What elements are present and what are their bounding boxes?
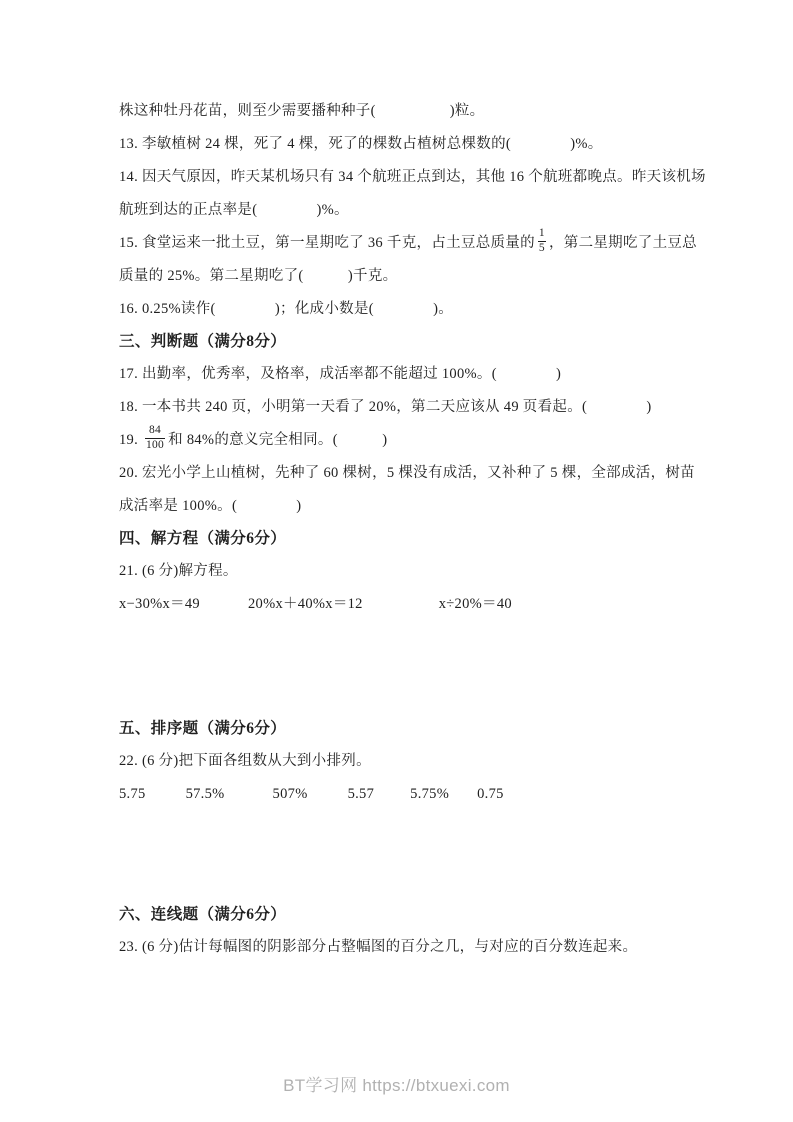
question-15-line1 bbox=[119, 227, 697, 260]
equation-1: x−30%x＝49 bbox=[119, 596, 200, 612]
question-16: 16. 0.25%读作( )；化成小数是( )。 bbox=[119, 301, 454, 317]
equations-row bbox=[119, 588, 693, 621]
fraction-denominator: 5 bbox=[538, 242, 545, 255]
site-watermark: BT学习网 https://btxuexi.com bbox=[283, 1076, 510, 1095]
question-15-pre: 15. 食堂运来一批土豆，第一星期吃了 36 千克，占土豆总质量的 bbox=[119, 235, 535, 251]
question-19-pre: 19. bbox=[119, 432, 142, 448]
question-23: 23. (6 分)估计每幅图的阴影部分占整幅图的百分之几，与对应的百分数连起来。 bbox=[119, 939, 638, 955]
sort-number-5: 5.75% bbox=[410, 786, 450, 802]
question-14-line2: 航班到达的正点率是( )%。 bbox=[119, 202, 349, 218]
sort-numbers-row bbox=[119, 778, 693, 811]
question-14-line1: 14. 因天气原因，昨天某机场只有 34 个航班正点到达，其他 16 个航班都晚点。昨天该机场 bbox=[119, 169, 706, 185]
sort-number-6: 0.75 bbox=[477, 786, 504, 802]
sort-number-1: 5.75 bbox=[119, 786, 146, 802]
fraction-84-100 bbox=[145, 424, 165, 453]
equation-2: 20%x＋40%x＝12 bbox=[247, 596, 363, 612]
section-6-heading: 六、连线题（满分6分） bbox=[119, 906, 287, 923]
question-21: 21. (6 分)解方程。 bbox=[119, 563, 238, 579]
question-12-continuation: 株这种牡丹花苗，则至少需要播种种子( )粒。 bbox=[119, 103, 485, 119]
question-20-line2: 成活率是 100%。( ) bbox=[119, 498, 302, 514]
question-22: 22. (6 分)把下面各组数从大到小排列。 bbox=[119, 753, 371, 769]
question-13: 13. 李敏植树 24 棵，死了 4 棵，死了的棵数占植树总棵数的( )%。 bbox=[119, 136, 603, 152]
question-19 bbox=[119, 424, 693, 457]
sort-number-3: 507% bbox=[272, 786, 308, 802]
question-19-post: 和 84%的意义完全相同。( ) bbox=[168, 432, 388, 448]
question-17: 17. 出勤率，优秀率，及格率，成活率都不能超过 100%。( ) bbox=[119, 366, 562, 382]
fraction-numerator: 1 bbox=[538, 227, 545, 240]
sort-number-2: 57.5% bbox=[185, 786, 225, 802]
sort-number-4: 5.57 bbox=[347, 786, 375, 802]
section-5-heading: 五、排序题（满分6分） bbox=[119, 720, 287, 737]
section-3-heading: 三、判断题（满分8分） bbox=[119, 333, 287, 350]
fraction-denominator: 100 bbox=[145, 439, 165, 452]
question-18: 18. 一本书共 240 页，小明第一天看了 20%，第二天应该从 49 页看起。( ) bbox=[119, 399, 652, 415]
question-20-line1: 20. 宏光小学上山植树，先种了 60 棵树，5 棵没有成活，又补种了 5 棵，全部成活，树苗 bbox=[119, 465, 695, 481]
section-4-heading: 四、解方程（满分6分） bbox=[119, 530, 287, 547]
fraction-one-fifth bbox=[538, 227, 546, 256]
fraction-numerator: 84 bbox=[148, 424, 162, 437]
equation-3: x÷20%＝40 bbox=[438, 596, 512, 612]
question-15-post: ，第二星期吃了土豆总 bbox=[548, 235, 697, 251]
question-15-line2: 质量的 25%。第二星期吃了( )千克。 bbox=[119, 268, 398, 284]
